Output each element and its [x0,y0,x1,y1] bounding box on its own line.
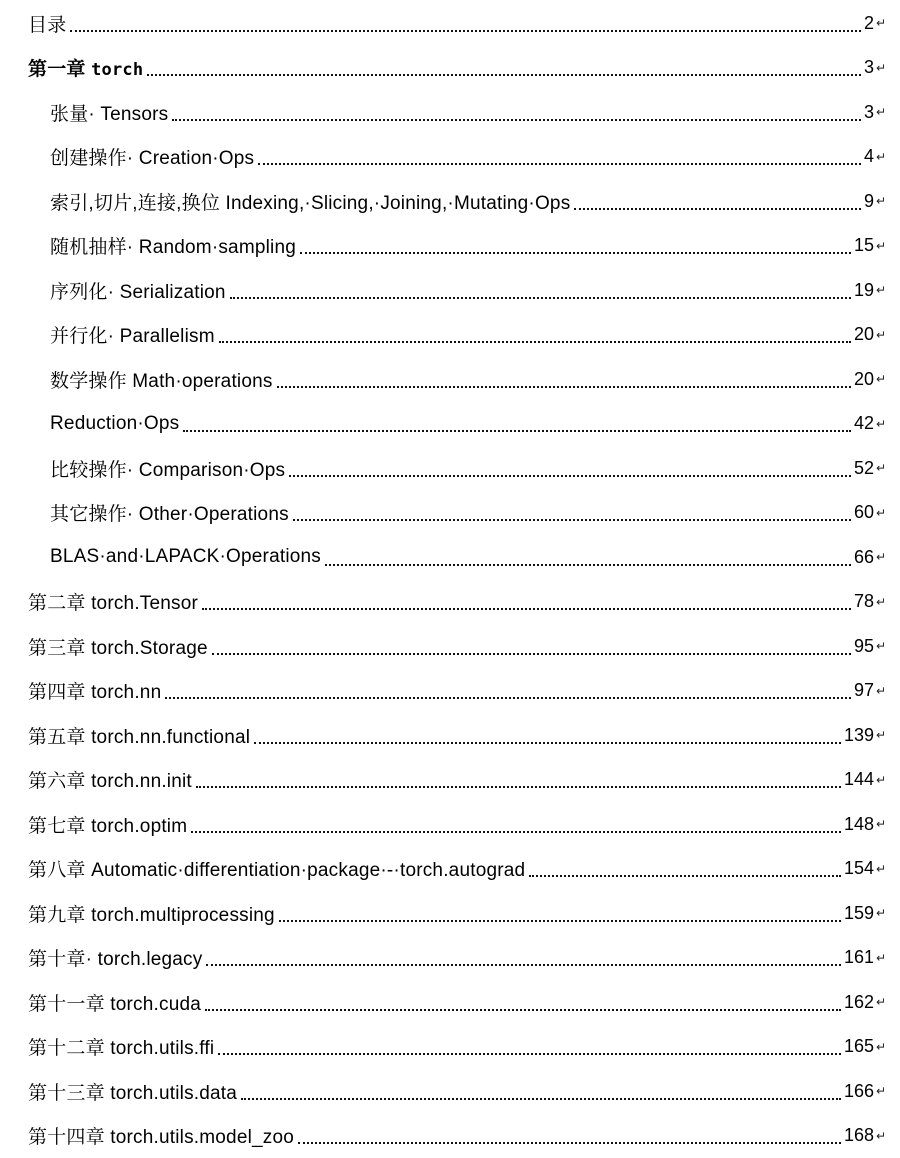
toc-entry[interactable] [28,891,888,936]
toc-entry-label: 目录 [28,14,67,36]
paragraph-return-mark: ↵ [876,283,887,298]
toc-entry[interactable] [28,1025,888,1070]
toc-entry-page: 3 [863,57,874,78]
paragraph-return-mark: ↵ [876,194,887,209]
toc-entry-page: 95 [853,635,874,656]
toc-entry-label: 张量· Tensors [50,103,169,125]
paragraph-return-mark: ↵ [876,60,887,75]
toc-entry-label: 第八章 Automatic·differentiation·package·-·torch.autograd [28,860,526,882]
toc-entry-page: 159 [843,902,874,923]
toc-entry-label: 数学操作 Math·operations [50,370,273,392]
toc-entry[interactable] [28,1069,888,1114]
toc-entry[interactable] [28,802,888,847]
dot-leader [529,860,841,877]
toc-entry[interactable] [28,535,888,580]
toc-entry-page: 139 [843,724,874,745]
dot-leader [205,994,841,1011]
dot-leader [254,727,841,744]
toc-entry-page: 3 [863,101,874,122]
dot-leader [70,15,861,32]
toc-entry-label: 索引,切片,连接,换位 Indexing,·Slicing,·Joining,·Mutating·Ops [50,192,571,214]
toc-entry[interactable] [28,446,888,491]
toc-entry-page: 52 [853,457,874,478]
paragraph-return-mark: ↵ [876,416,887,431]
paragraph-return-mark: ↵ [876,772,887,787]
toc-entry-label: 第十四章 torch.utils.model_zoo [28,1127,295,1149]
toc-entry-label: 第七章 torch.optim [28,815,188,837]
dot-leader [147,59,861,76]
toc-entry-page: 78 [853,591,874,612]
dot-leader [325,549,851,566]
dot-leader [218,1038,841,1055]
toc-entry-label: 创建操作· Creation·Ops [50,148,255,170]
paragraph-return-mark: ↵ [876,683,887,698]
paragraph-return-mark: ↵ [876,906,887,921]
toc-entry-label: 其它操作· Other·Operations [50,504,289,526]
paragraph-return-mark: ↵ [876,149,887,164]
toc-entry[interactable] [28,402,888,447]
toc-entry-label: 第二章 torch.Tensor [28,593,199,615]
paragraph-return-mark: ↵ [876,550,887,565]
dot-leader [212,638,851,655]
toc-entry-label: 第六章 torch.nn.init [28,771,192,793]
toc-entry-label: 并行化· Parallelism [50,326,215,348]
toc-entry[interactable] [28,46,888,91]
paragraph-return-mark: ↵ [876,995,887,1010]
dot-leader [277,371,851,388]
dot-leader [289,460,851,477]
toc-entry-page: 162 [843,991,874,1012]
toc-entry-label: 第五章 torch.nn.functional [28,726,251,748]
toc-entry[interactable] [28,980,888,1025]
toc-entry-page: 154 [843,858,874,879]
paragraph-return-mark: ↵ [876,1084,887,1099]
toc-entry-page: 2 [863,12,874,33]
toc-entry-page: 97 [853,680,874,701]
paragraph-return-mark: ↵ [876,861,887,876]
dot-leader [230,282,851,299]
toc-entry-page: 161 [843,947,874,968]
paragraph-return-mark: ↵ [876,505,887,520]
toc-entry-label: BLAS·and·LAPACK·Operations [50,546,321,568]
toc-entry-page: 20 [853,368,874,389]
toc-entry[interactable] [28,1,888,46]
toc-entry-page: 4 [863,146,874,167]
paragraph-return-mark: ↵ [876,817,887,832]
toc-entry[interactable] [28,580,888,625]
toc-entry[interactable] [28,224,888,269]
paragraph-return-mark: ↵ [876,594,887,609]
toc-entry-label: 随机抽样· Random·sampling [50,237,296,259]
dot-leader [219,326,851,343]
paragraph-return-mark: ↵ [876,372,887,387]
dot-leader [300,237,851,254]
dot-leader [241,1083,841,1100]
paragraph-return-mark: ↵ [876,16,887,31]
paragraph-return-mark: ↵ [876,461,887,476]
toc-entry[interactable] [28,491,888,536]
paragraph-return-mark: ↵ [876,728,887,743]
toc-entry-page: 9 [863,190,874,211]
dot-leader [196,771,841,788]
dot-leader [298,1127,841,1144]
dot-leader [258,148,861,165]
toc-entry-page: 19 [853,279,874,300]
toc-entry-page: 148 [843,813,874,834]
paragraph-return-mark: ↵ [876,950,887,965]
toc-entry-label: 第十一章 torch.cuda [28,993,201,1015]
toc-entry-label: 序列化· Serialization [50,281,226,303]
toc-entry-label: 第三章 torch.Storage [28,637,208,659]
toc-entry-page: 165 [843,1036,874,1057]
toc-entry-label: 比较操作· Comparison·Ops [50,459,286,481]
toc-entry-page: 20 [853,324,874,345]
toc-entry-label: 第一章 torch [28,59,144,81]
dot-leader [206,949,841,966]
toc-entry[interactable] [28,1114,888,1158]
paragraph-return-mark: ↵ [876,1039,887,1054]
dot-leader [172,104,861,121]
toc-entry-label: 第十章· torch.legacy [28,949,203,971]
toc-entry-page: 168 [843,1125,874,1146]
toc-entry-page: 144 [843,769,874,790]
toc-list [28,1,888,1158]
toc-entry[interactable] [28,268,888,313]
toc-entry-label: 第十三章 torch.utils.data [28,1082,238,1104]
toc-entry[interactable] [28,713,888,758]
toc-entry[interactable] [28,669,888,714]
dot-leader [165,682,851,699]
dot-leader [293,504,851,521]
toc-entry-label: Reduction·Ops [50,412,180,434]
dot-leader [202,593,851,610]
paragraph-return-mark: ↵ [876,238,887,253]
toc-entry-label: 第九章 torch.multiprocessing [28,904,275,926]
toc-entry-page: 60 [853,502,874,523]
toc-entry-page: 42 [853,413,874,434]
toc-entry-label: 第十二章 torch.utils.ffi [28,1038,215,1060]
toc-entry[interactable] [28,758,888,803]
dot-leader [183,415,851,432]
toc-entry-label: 第四章 torch.nn [28,682,162,704]
toc-entry[interactable] [28,179,888,224]
toc-entry[interactable] [28,847,888,892]
dot-leader [574,193,861,210]
toc-entry-code: torch [91,60,144,81]
paragraph-return-mark: ↵ [876,105,887,120]
dot-leader [279,905,841,922]
paragraph-return-mark: ↵ [876,327,887,342]
paragraph-return-mark: ↵ [876,639,887,654]
toc-entry[interactable] [28,357,888,402]
toc-entry-page: 66 [853,546,874,567]
toc-entry-page: 166 [843,1080,874,1101]
toc-entry[interactable] [28,936,888,981]
toc-entry[interactable] [28,90,888,135]
toc-entry[interactable] [28,624,888,669]
toc-entry-page: 15 [853,235,874,256]
toc-entry[interactable] [28,135,888,180]
toc-entry[interactable] [28,313,888,358]
paragraph-return-mark: ↵ [876,1128,887,1143]
dot-leader [191,816,841,833]
